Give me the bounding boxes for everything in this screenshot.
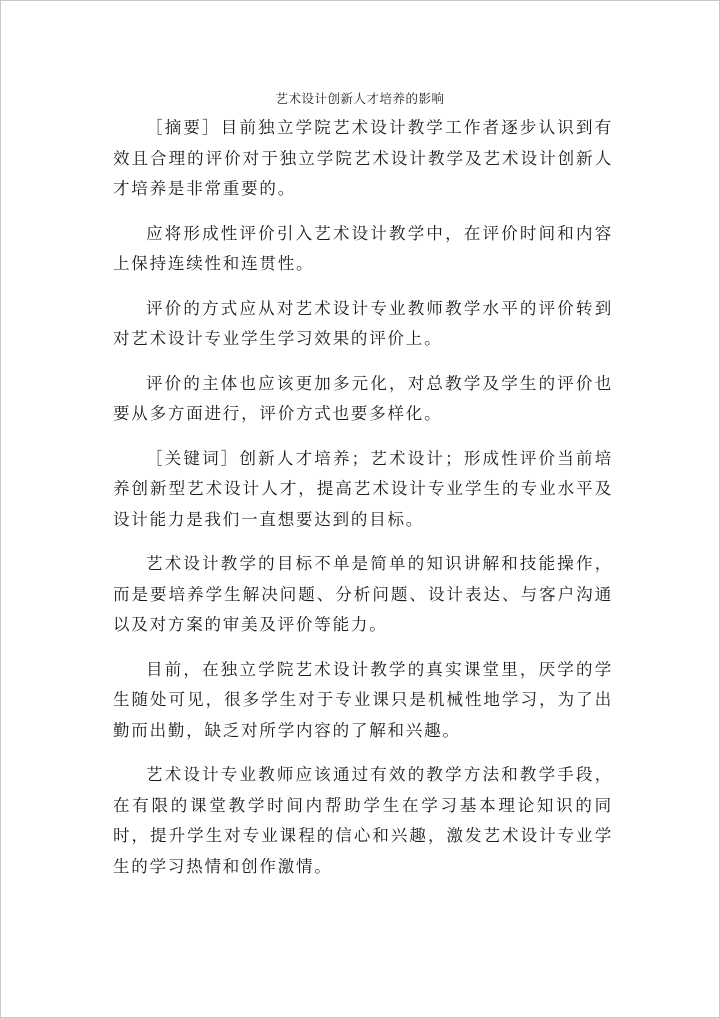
- paragraph: 艺术设计专业教师应该通过有效的教学方法和教学手段，在有限的课堂教学时间内帮助学生在学习基本理论知识的同时，提升学生对专业课程的信心和兴趣，激发艺术设计专业学生的学习热情和创作激情。: [113, 765, 613, 876]
- paragraph: 应将形成性评价引入艺术设计教学中，在评价时间和内容上保持连续性和连贯性。: [113, 223, 613, 273]
- document-body: [113, 113, 613, 896]
- document-title: 艺术设计创新人才培养的影响: [275, 91, 445, 106]
- paragraph: 评价的方式应从对艺术设计专业教师教学水平的评价转到对艺术设计专业学生学习效果的评价上。: [113, 298, 613, 348]
- paragraph: 评价的主体也应该更加多元化，对总教学及学生的评价也要从多方面进行，评价方式也要多样化。: [113, 373, 613, 423]
- paragraph-keywords: ［关键词］创新人才培养；艺术设计；形成性评价当前培养创新型艺术设计人才，提高艺术设计专业学生的专业水平及设计能力是我们一直想要达到的目标。: [113, 448, 613, 529]
- paragraph: 艺术设计教学的目标不单是简单的知识讲解和技能操作，而是要培养学生解决问题、分析问题、设计表达、与客户沟通以及对方案的审美及评价等能力。: [113, 554, 613, 634]
- paragraph-abstract: ［摘要］目前独立学院艺术设计教学工作者逐步认识到有效且合理的评价对于独立学院艺术设计教学及艺术设计创新人才培养是非常重要的。: [113, 118, 613, 198]
- paragraph: 目前，在独立学院艺术设计教学的真实课堂里，厌学的学生随处可见，很多学生对于专业课只是机械性地学习，为了出勤而出勤，缺乏对所学内容的了解和兴趣。: [113, 659, 613, 740]
